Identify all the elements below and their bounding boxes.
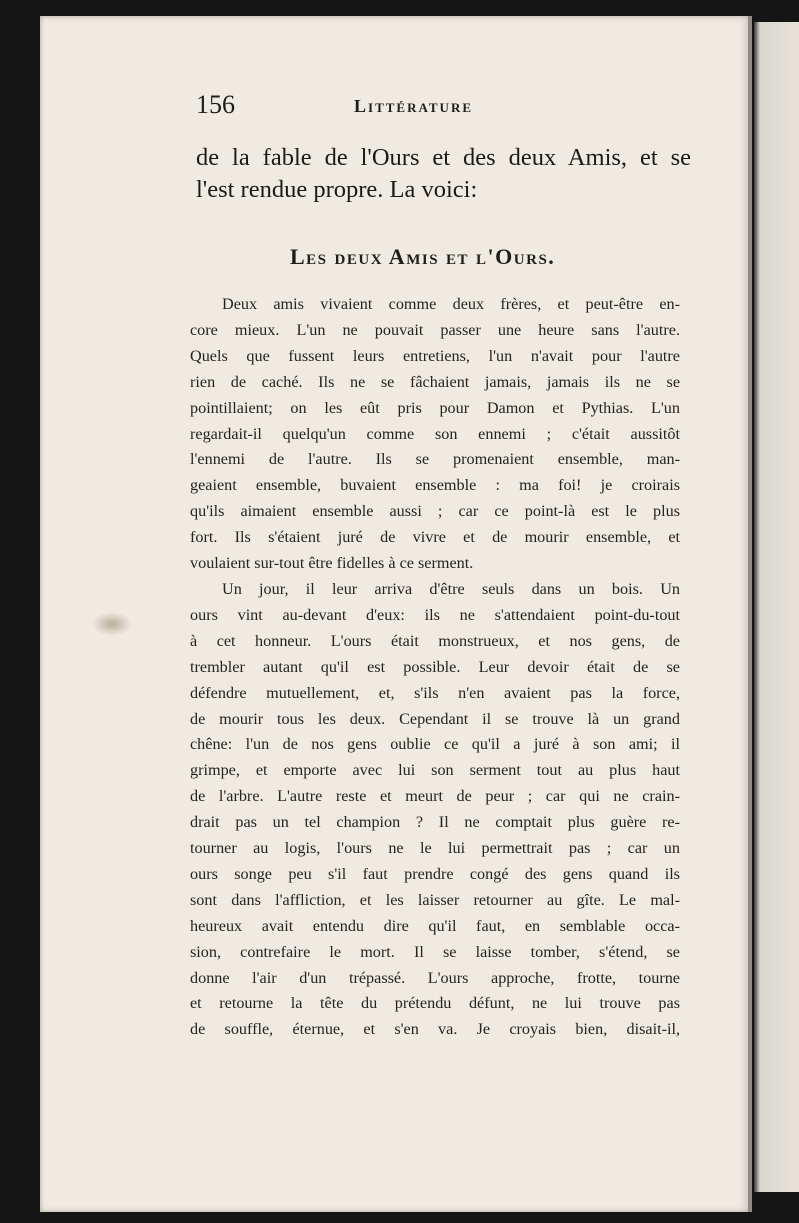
text-line: de mourir tous les deux. Cependant il se trouve là un grand bbox=[190, 709, 680, 728]
text-line: trembler autant qu'il est possible. Leur devoir était de se bbox=[190, 657, 680, 676]
text-line: rien de caché. Ils ne se fâchaient jamais, jamais ils ne se bbox=[190, 372, 680, 391]
text-line: de l'arbre. L'autre reste et meurt de peur ; car qui ne crain- bbox=[190, 787, 680, 806]
text-line: Deux amis vivaient comme deux frères, et peut-être en- bbox=[222, 295, 680, 313]
text-line: et retourne la tête du prétendu défunt, ne lui trouve pas bbox=[190, 994, 680, 1013]
text-line: qu'ils aimaient ensemble aussi ; car ce point-là est le plus bbox=[190, 502, 680, 521]
paper-stain bbox=[92, 612, 132, 636]
text-line: regardait-il quelqu'un comme son ennemi ; c'était aussitôt bbox=[190, 424, 680, 443]
text-line: donne l'air d'un trépassé. L'ours approche, frotte, tourne bbox=[190, 968, 680, 987]
text-line: heureux avait entendu dire qu'il faut, en semblable occa- bbox=[190, 916, 680, 935]
page-header bbox=[196, 90, 686, 124]
text-line: geaient ensemble, buvaient ensemble : ma foi! je croirais bbox=[190, 476, 680, 495]
fable-body bbox=[190, 292, 680, 1043]
text-line: sont dans l'affliction, et les laisser retourner au gîte. Le mal- bbox=[190, 890, 680, 909]
text-line: ours songe peu s'il faut prendre congé des gens quand ils bbox=[190, 864, 680, 883]
text-line: tourner au logis, l'ours ne le lui permettrait pas ; car un bbox=[190, 839, 680, 858]
text-line: drait pas un tel champion ? Il ne comptait plus guère re- bbox=[190, 813, 680, 832]
intro-text bbox=[196, 142, 691, 206]
text-line: sion, contrefaire le mort. Il se laisse tomber, s'étend, se bbox=[190, 942, 680, 961]
text-line: défendre mutuellement, et, s'ils n'en avaient pas la force, bbox=[190, 683, 680, 702]
running-head: Littérature bbox=[354, 96, 474, 116]
text-line: grimpe, et emporte avec lui son serment tout au plus haut bbox=[190, 761, 680, 780]
text-line: à cet honneur. L'ours était monstrueux, et nos gens, de bbox=[190, 631, 680, 650]
paragraph-1 bbox=[190, 292, 680, 577]
text-line: ours vint au-devant d'eux: ils ne s'attendaient point-du-tout bbox=[190, 605, 680, 624]
text-line: voulaient sur-tout être fidelles à ce serment. bbox=[190, 554, 474, 573]
page-number: 156 bbox=[196, 90, 235, 119]
text-line: fort. Ils s'étaient juré de vivre et de mourir ensemble, et bbox=[190, 528, 680, 547]
text-line: core mieux. L'un ne pouvait passer une heure sans l'autre. bbox=[190, 320, 680, 339]
paragraph-2 bbox=[190, 577, 680, 1043]
text-line: Quels que fussent leurs entretiens, l'un n'avait pour l'autre bbox=[190, 346, 680, 365]
facing-page-edge bbox=[754, 22, 799, 1192]
intro-line: de la fable de l'Ours et des deux Amis, et se bbox=[196, 144, 691, 171]
fable-title: Les deux Amis et l'Ours. bbox=[290, 244, 556, 269]
text-line: l'ennemi de l'autre. Ils se promenaient ensemble, man- bbox=[190, 450, 680, 469]
text-line: de souffle, éternue, et s'en va. Je croyais bien, disait-il, bbox=[190, 1020, 680, 1039]
page-gutter bbox=[748, 16, 752, 1212]
text-line: Un jour, il leur arriva d'être seuls dans un bois. Un bbox=[222, 579, 680, 598]
text-line: chêne: l'un de nos gens oublie ce qu'il a juré à son ami; il bbox=[190, 735, 680, 754]
intro-line: l'est rendue propre. La voici: bbox=[196, 176, 478, 203]
text-line: pointillaient; on les eût pris pour Damon et Pythias. L'un bbox=[190, 398, 680, 417]
